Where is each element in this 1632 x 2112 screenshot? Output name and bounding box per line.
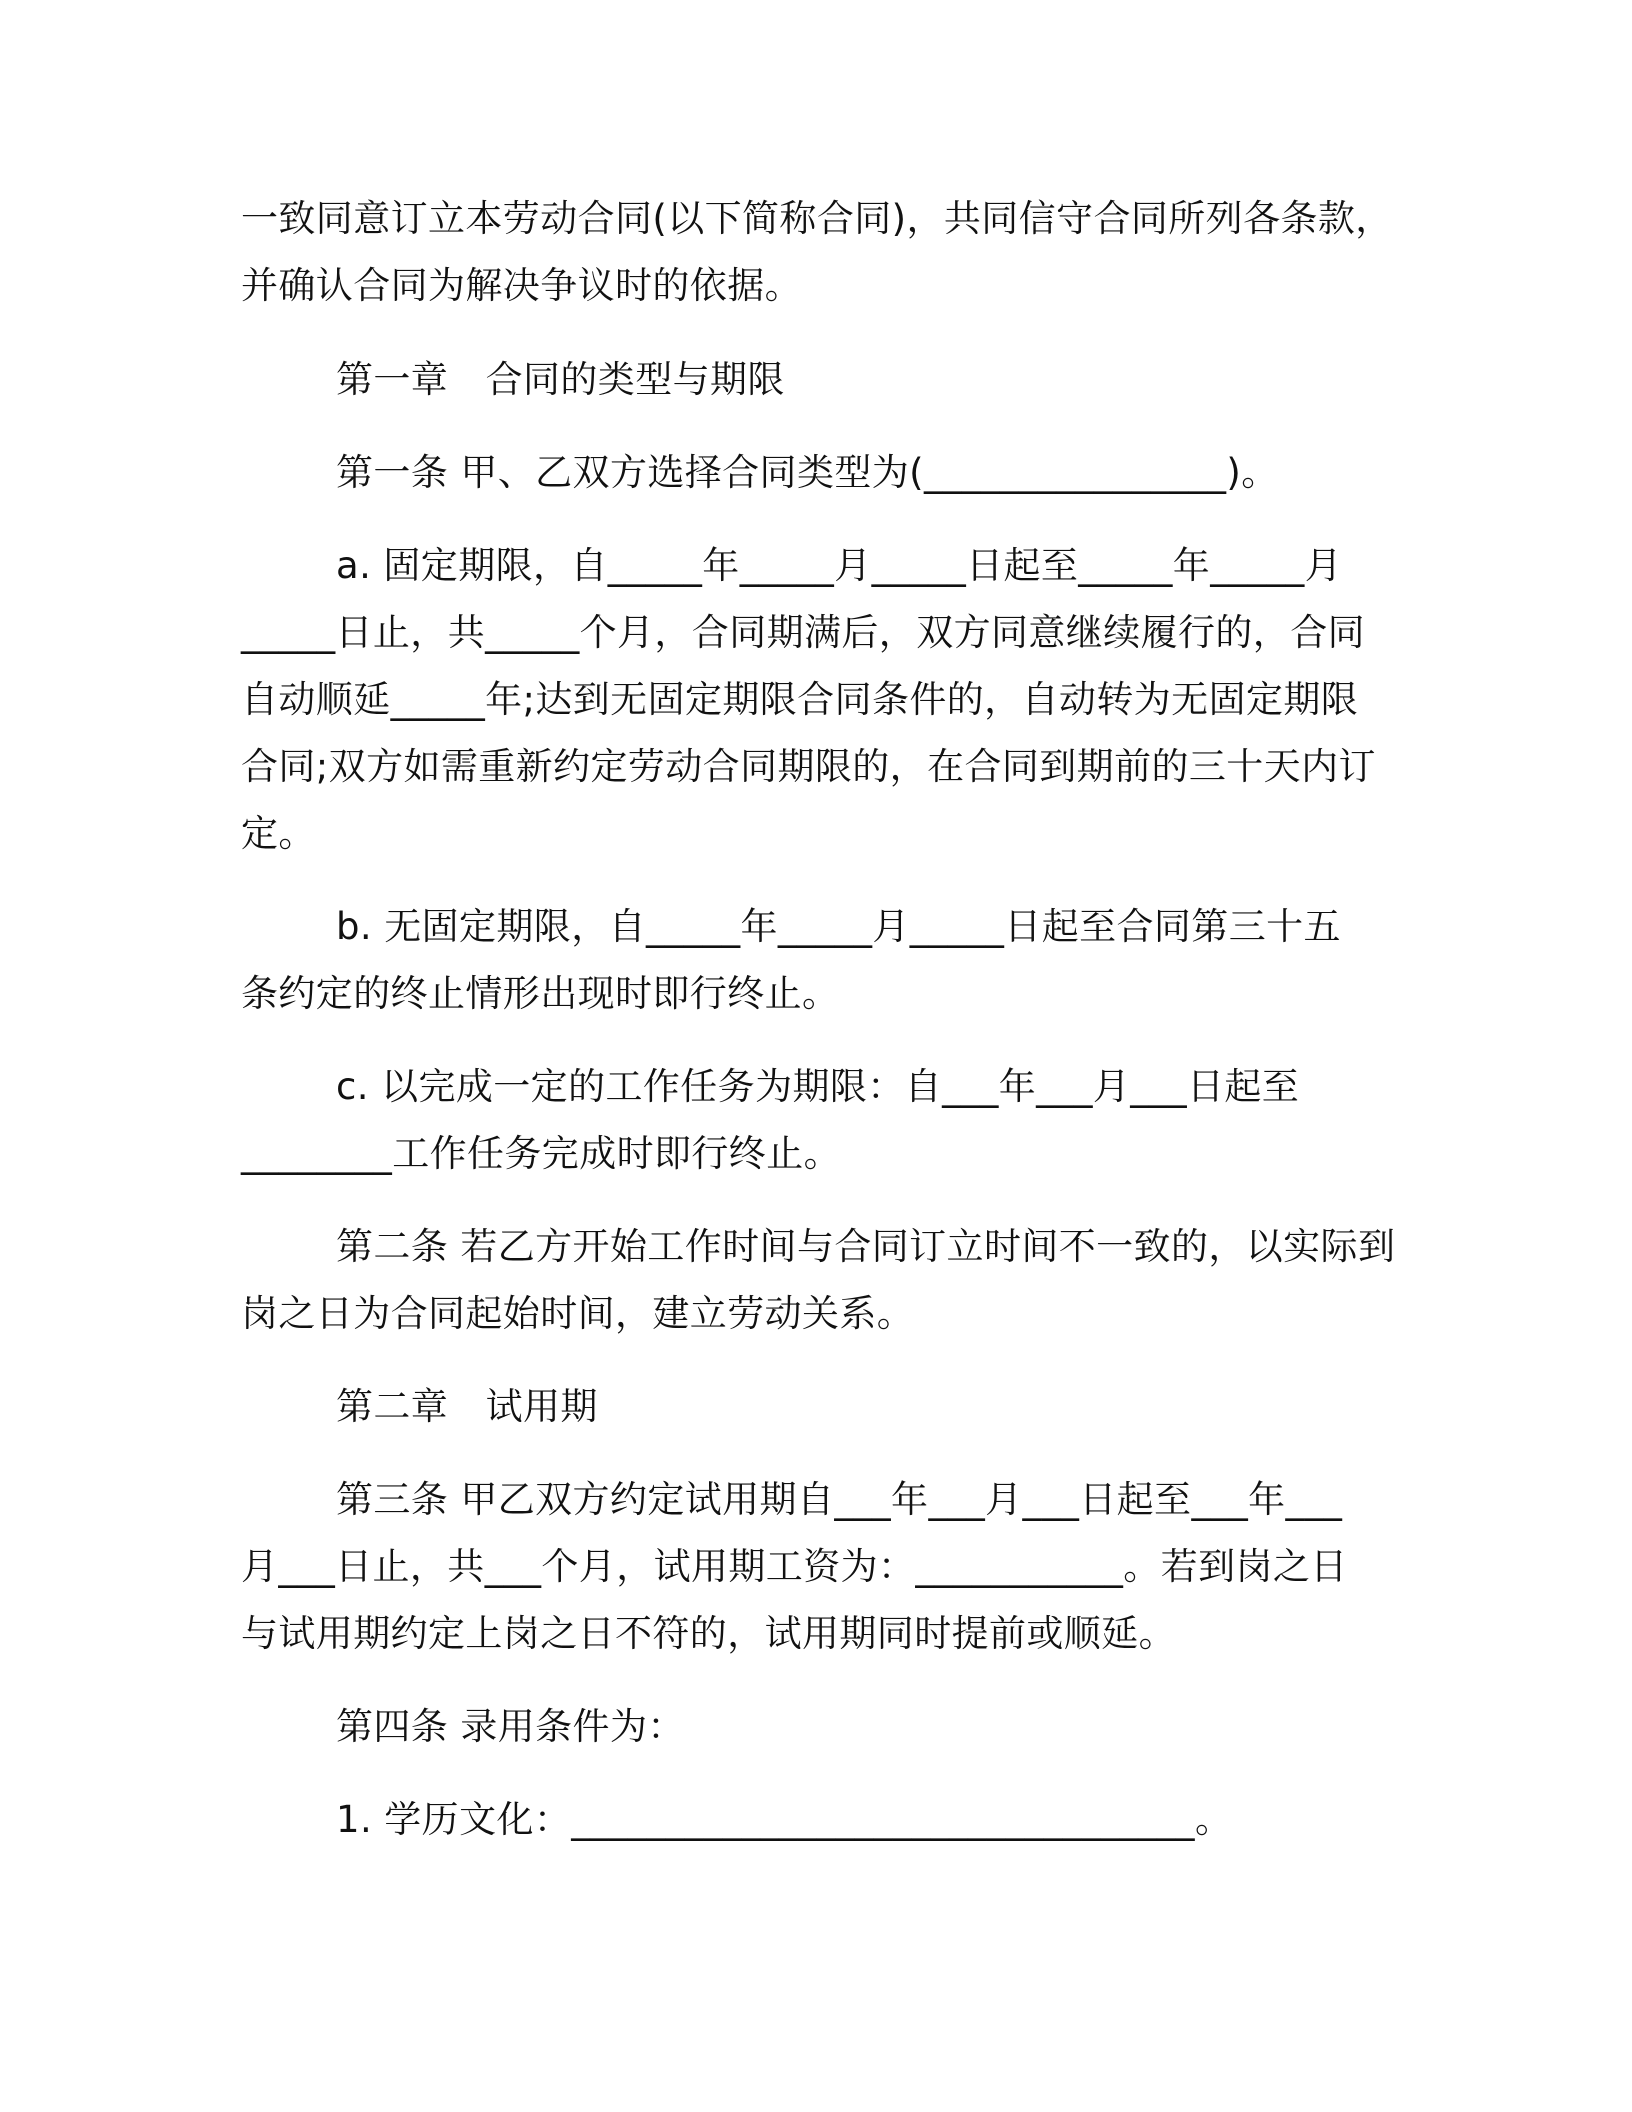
clause-a-line-4: 合同;双方如需重新约定劳动合同期限的，在合同到期前的三十天内订 [241, 745, 1376, 788]
clause-a-line-3: 自动顺延_____年;达到无固定期限合同条件的，自动转为无固定期限 [241, 678, 1359, 721]
article-1: 第一条 甲、乙双方选择合同类型为(________________)。 [336, 451, 1279, 494]
paragraph-intro-line-1: 一致同意订立本劳动合同(以下简称合同)，共同信守合同所列各条款， [241, 197, 1393, 240]
clause-c-line-2: ________工作任务完成时即行终止。 [241, 1132, 841, 1175]
article-3-line-2: 月___日止，共___个月，试用期工资为：___________。若到岗之日 [241, 1545, 1348, 1588]
clause-b-line-2: 条约定的终止情形出现时即行终止。 [241, 972, 840, 1015]
clause-a-line-2: _____日止，共_____个月，合同期满后，双方同意继续履行的，合同 [241, 611, 1365, 654]
clause-c-line-1: c. 以完成一定的工作任务为期限：自___年___月___日起至 [336, 1065, 1300, 1108]
article-3-line-1: 第三条 甲乙双方约定试用期自___年___月___日起至___年___ [336, 1478, 1343, 1521]
clause-a-line-1: a. 固定期限，自_____年_____月_____日起至_____年_____月 [336, 544, 1343, 587]
article-2-line-2: 岗之日为合同起始时间，建立劳动关系。 [241, 1292, 915, 1335]
clause-b-line-1: b. 无固定期限，自_____年_____月_____日起至合同第三十五 [336, 905, 1341, 948]
article-2-line-1: 第二条 若乙方开始工作时间与合同订立时间不一致的，以实际到 [336, 1225, 1396, 1268]
article-3-line-3: 与试用期约定上岗之日不符的，试用期同时提前或顺延。 [241, 1612, 1176, 1655]
condition-1: 1. 学历文化：_________________________________。 [336, 1798, 1233, 1841]
clause-a-line-5: 定。 [241, 812, 316, 855]
paragraph-intro-line-2: 并确认合同为解决争议时的依据。 [241, 264, 802, 307]
chapter-1-heading: 第一章 合同的类型与期限 [336, 358, 785, 401]
article-4-heading: 第四条 录用条件为： [336, 1705, 685, 1748]
chapter-2-heading: 第二章 试用期 [336, 1385, 598, 1428]
